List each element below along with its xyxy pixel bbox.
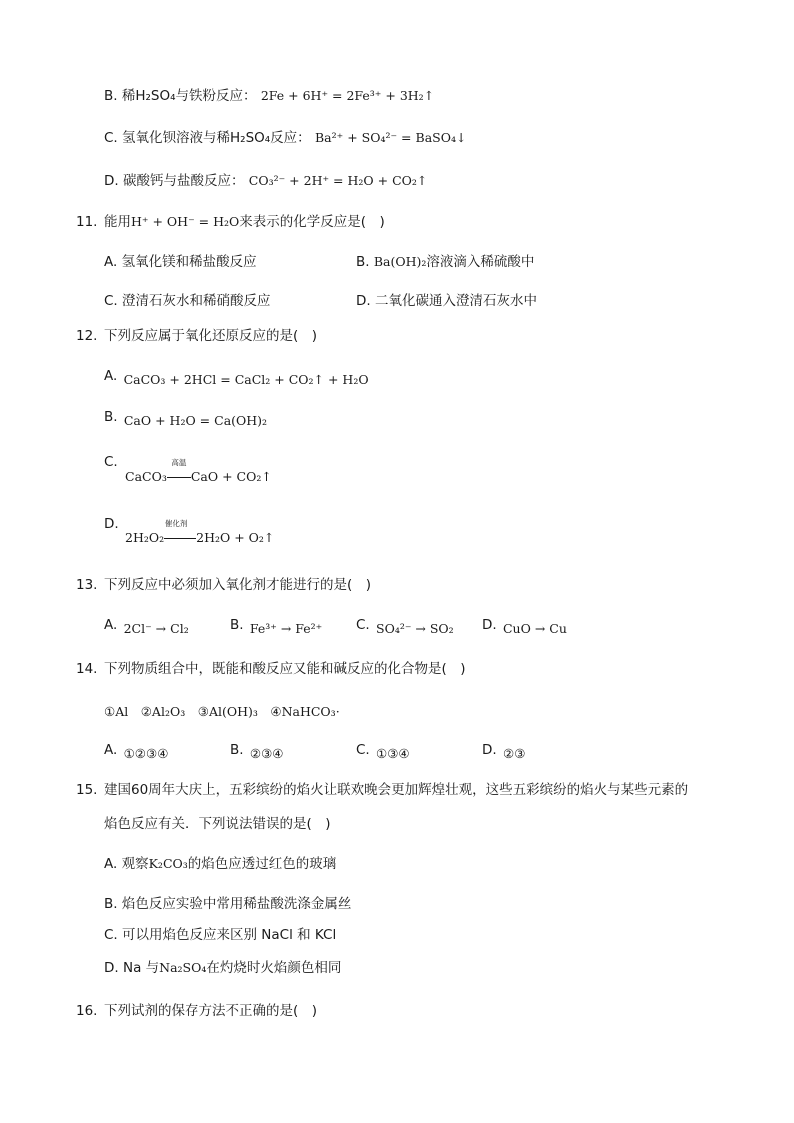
option-label: C. bbox=[104, 130, 118, 146]
option-label: D. bbox=[104, 173, 119, 189]
q10-option-d bbox=[104, 171, 427, 191]
q15-option-b bbox=[104, 894, 351, 914]
option-text: 的焰色应透过红色的玻璃 bbox=[187, 856, 337, 872]
q15-option-c bbox=[104, 925, 336, 945]
option-label: A. bbox=[104, 856, 118, 872]
stem-text: 下列反应属于氧化还原反应的是( ) bbox=[104, 328, 318, 344]
q13-option-b bbox=[230, 619, 322, 639]
option-label: D. bbox=[104, 960, 119, 976]
q11-option-d bbox=[356, 291, 537, 311]
chem-equation: 2Cl⁻ → Cl₂ bbox=[123, 621, 189, 636]
option-label: C. bbox=[356, 742, 370, 758]
option-text: Na 与 bbox=[122, 960, 160, 976]
chem-product: 2H₂O + O₂↑ bbox=[196, 530, 275, 545]
question-number: 15. bbox=[76, 782, 98, 798]
option-text: 观察 bbox=[121, 856, 149, 872]
q13-option-d bbox=[482, 619, 567, 639]
chem-equation: CO₃²⁻ + 2H⁺ = H₂O + CO₂↑ bbox=[248, 173, 428, 188]
option-label: A. bbox=[104, 617, 118, 633]
q15-stem-line1 bbox=[76, 780, 688, 800]
q11-stem bbox=[76, 212, 385, 232]
q15-option-a bbox=[104, 854, 336, 874]
chem-equation: 2Fe + 6H⁺ = 2Fe³⁺ + 3H₂↑ bbox=[260, 88, 435, 103]
q14-option-a bbox=[104, 744, 168, 764]
option-text: ①③④ bbox=[376, 746, 410, 761]
chem-reactant: 2H₂O₂ bbox=[125, 530, 165, 545]
q10-option-c bbox=[104, 128, 466, 148]
q12-stem bbox=[76, 326, 317, 346]
q11-option-c bbox=[104, 291, 271, 311]
reaction-condition: 催化剂 bbox=[164, 519, 188, 528]
chem-equation: SO₄²⁻ → SO₂ bbox=[376, 621, 454, 636]
q16-stem bbox=[76, 1001, 317, 1021]
stem-text: 下列物质组合中，既能和酸反应又能和碱反应的化合物是( ) bbox=[104, 661, 466, 677]
option-text: 氢氧化钡溶液与稀H₂SO₄反应： bbox=[122, 130, 311, 146]
q14-items bbox=[104, 702, 340, 722]
option-label: D. bbox=[482, 742, 497, 758]
q13-stem bbox=[76, 575, 371, 595]
chem-formula: Na₂SO₄ bbox=[159, 960, 207, 975]
chem-product: CaO + CO₂↑ bbox=[190, 469, 272, 484]
option-label: C. bbox=[104, 927, 118, 943]
chem-formula: Ba(OH)₂ bbox=[373, 254, 427, 269]
stem-text: 下列反应中必须加入氧化剂才能进行的是( ) bbox=[104, 577, 372, 593]
q15-option-d bbox=[104, 958, 341, 978]
chem-equation: Ba²⁺ + SO₄²⁻ = BaSO₄↓ bbox=[314, 130, 467, 145]
q13-option-c bbox=[356, 619, 454, 639]
chem-formula: K₂CO₃ bbox=[148, 856, 188, 871]
option-label: D. bbox=[104, 516, 119, 532]
option-label: C. bbox=[356, 617, 370, 633]
q12-option-c bbox=[125, 458, 272, 487]
equation-line bbox=[164, 538, 196, 539]
option-text: ②③④ bbox=[249, 746, 284, 761]
substance-list: ①Al ②Al₂O₃ ③Al(OH)₃ ④NaHCO₃· bbox=[104, 704, 340, 719]
option-label: B. bbox=[104, 88, 118, 104]
q11-option-a bbox=[104, 252, 257, 272]
option-label: B. bbox=[356, 254, 370, 270]
q15-stem-line2 bbox=[104, 814, 331, 834]
option-label: B. bbox=[230, 742, 244, 758]
question-number: 16. bbox=[76, 1003, 98, 1019]
option-text: ②③ bbox=[502, 746, 526, 761]
q12-option-d-label bbox=[104, 514, 119, 534]
option-text: 碳酸钙与盐酸反应： bbox=[122, 173, 245, 189]
stem-text: 建国60周年大庆上，五彩缤纷的焰火让联欢晚会更加辉煌壮观，这些五彩缤纷的焰火与某些元素的 bbox=[104, 782, 689, 798]
option-text: 澄清石灰水和稀硝酸反应 bbox=[122, 293, 271, 309]
option-label: B. bbox=[104, 896, 118, 912]
option-text: 氢氧化镁和稀盐酸反应 bbox=[121, 254, 257, 270]
chem-equation: H⁺ + OH⁻ = H₂O bbox=[131, 214, 240, 229]
option-text: 二氧化碳通入澄清石灰水中 bbox=[374, 293, 537, 309]
chem-equation: CaO + H₂O = Ca(OH)₂ bbox=[123, 413, 268, 428]
option-label: D. bbox=[356, 293, 371, 309]
option-label: C. bbox=[104, 454, 118, 470]
q14-stem bbox=[76, 659, 466, 679]
chem-reactant: CaCO₃ bbox=[125, 469, 167, 484]
chem-equation: CuO → Cu bbox=[502, 621, 567, 636]
q13-option-a bbox=[104, 619, 189, 639]
option-text: 焰色反应实验中常用稀盐酸洗涤金属丝 bbox=[121, 896, 352, 912]
q12-option-c-label bbox=[104, 452, 118, 472]
option-label: B. bbox=[230, 617, 244, 633]
reaction-condition: 高温 bbox=[171, 458, 187, 467]
option-label: C. bbox=[104, 293, 118, 309]
stem-text: 下列试剂的保存方法不正确的是( ) bbox=[104, 1003, 318, 1019]
q11-option-b bbox=[356, 252, 534, 272]
q12-option-d bbox=[125, 519, 275, 548]
option-text: ①②③④ bbox=[123, 746, 169, 761]
q12-option-a bbox=[104, 370, 369, 390]
option-text: 溶液滴入稀硫酸中 bbox=[426, 254, 535, 270]
option-label: A. bbox=[104, 368, 118, 384]
condition-arrow bbox=[164, 519, 196, 548]
stem-text: 焰色反应有关．下列说法错误的是( ) bbox=[104, 816, 331, 832]
question-number: 12. bbox=[76, 328, 98, 344]
chem-equation: CaCO₃ + 2HCl = CaCl₂ + CO₂↑ + H₂O bbox=[123, 372, 369, 387]
question-number: 14. bbox=[76, 661, 98, 677]
q14-option-d bbox=[482, 744, 525, 764]
q14-option-c bbox=[356, 744, 410, 764]
question-number: 11. bbox=[76, 214, 98, 230]
question-number: 13. bbox=[76, 577, 98, 593]
option-text: 稀H₂SO₄与铁粉反应： bbox=[121, 88, 257, 104]
option-label: A. bbox=[104, 742, 118, 758]
stem-text: 能用 bbox=[104, 214, 131, 230]
option-text: 可以用焰色反应来区别 NaCl 和 KCl bbox=[122, 927, 337, 943]
equation-line bbox=[167, 477, 191, 478]
option-label: A. bbox=[104, 254, 118, 270]
chem-equation: Fe³⁺ → Fe²⁺ bbox=[249, 621, 323, 636]
q10-option-b bbox=[104, 86, 434, 106]
stem-text: 来表示的化学反应是( ) bbox=[239, 214, 385, 230]
condition-arrow bbox=[167, 458, 191, 487]
q12-option-b bbox=[104, 411, 267, 431]
q14-option-b bbox=[230, 744, 283, 764]
option-label: D. bbox=[482, 617, 497, 633]
option-label: B. bbox=[104, 409, 118, 425]
option-text: 在灼烧时火焰颜色相同 bbox=[206, 960, 342, 976]
